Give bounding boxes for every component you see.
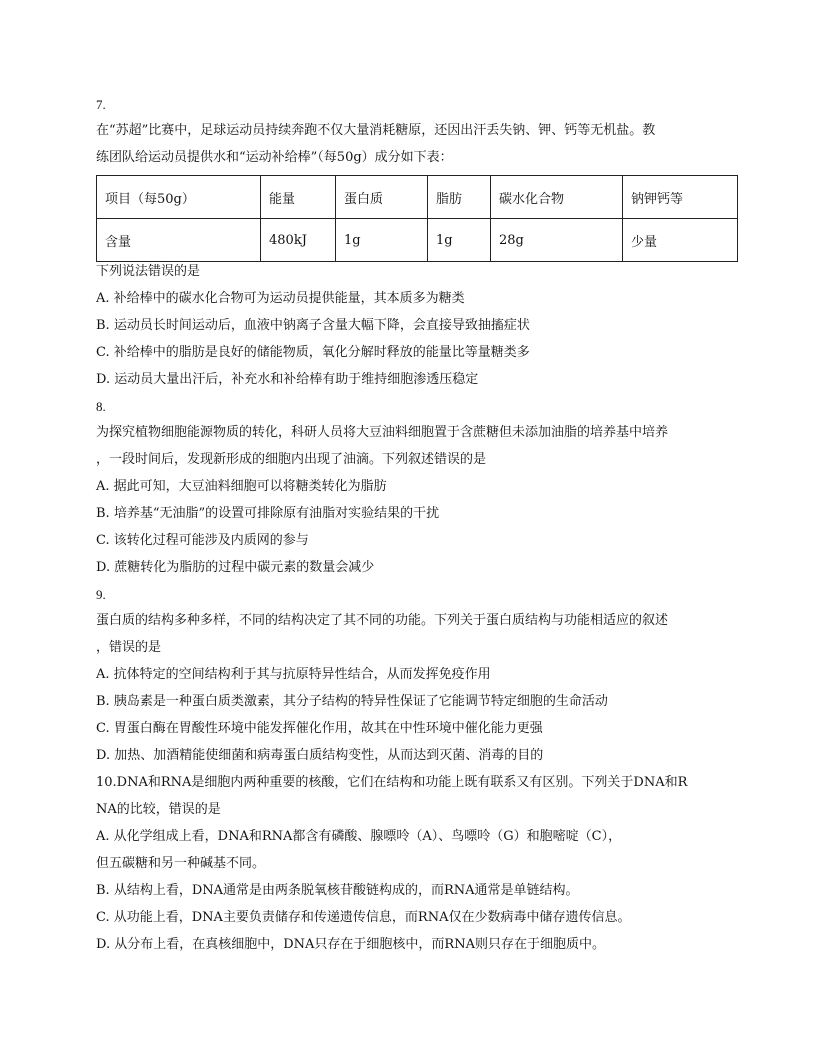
table-header-row xyxy=(97,176,738,219)
table-header-cell: 脂肪 xyxy=(428,176,491,219)
question-10-option-a-line-2: 但五碳糖和另一种碱基不同。 xyxy=(96,856,266,871)
table-header-cell: 钠钾钙等 xyxy=(623,176,738,219)
table-header-cell: 碳水化合物 xyxy=(491,176,623,219)
table-cell: 480kJ xyxy=(261,219,336,262)
question-8-stem-line-2: ，一段时间后，发现新形成的细胞内出现了油滴。下列叙述错误的是 xyxy=(96,452,487,467)
question-10-stem-line-1: 10.DNA和RNA是细胞内两种重要的核酸，它们在结构和功能上既有联系又有区别。下列关于DNA和R xyxy=(96,775,688,790)
table-cell: 含量 xyxy=(97,219,261,262)
question-8-option-d: D. 蔗糖转化为脂肪的过程中碳元素的数量会减少 xyxy=(96,560,375,575)
question-8-option-a: A. 据此可知，大豆油料细胞可以将糖类转化为脂肪 xyxy=(96,479,387,494)
nutrition-table xyxy=(96,175,738,262)
table-row xyxy=(97,219,738,262)
table-cell: 28g xyxy=(491,219,623,262)
question-7-option-c: C. 补给棒中的脂肪是良好的储能物质，氧化分解时释放的能量比等量糖类多 xyxy=(96,345,530,360)
question-7-option-d: D. 运动员大量出汗后，补充水和补给棒有助于维持细胞渗透压稳定 xyxy=(96,372,479,387)
question-9-number: 9. xyxy=(96,587,106,602)
question-10-option-d: D. 从分布上看，在真核细胞中，DNA只存在于细胞核中，而RNA则只存在于细胞质中。 xyxy=(96,937,605,952)
question-9-option-c: C. 胃蛋白酶在胃酸性环境中能发挥催化作用，故其在中性环境中催化能力更强 xyxy=(96,721,543,736)
question-7-number: 7. xyxy=(96,97,106,112)
question-7-prompt: 下列说法错误的是 xyxy=(96,264,201,279)
question-9-option-d: D. 加热、加酒精能使细菌和病毒蛋白质结构变性，从而达到灭菌、消毒的目的 xyxy=(96,748,544,763)
question-10-option-a-line-1: A. 从化学组成上看，DNA和RNA都含有磷酸、腺嘌呤（A）、鸟嘌呤（G）和胞嘧啶（C）， xyxy=(96,829,622,844)
question-9-stem-line-2: ，错误的是 xyxy=(96,640,162,655)
question-9-option-b: B. 胰岛素是一种蛋白质类激素，其分子结构的特异性保证了它能调节特定细胞的生命活动 xyxy=(96,694,608,709)
table-cell: 少量 xyxy=(623,219,738,262)
question-8-number: 8. xyxy=(96,399,106,414)
table-cell: 1g xyxy=(336,219,428,262)
question-10-option-b: B. 从结构上看，DNA通常是由两条脱氧核苷酸链构成的，而RNA通常是单链结构。 xyxy=(96,883,579,898)
question-7-option-b: B. 运动员长时间运动后，血液中钠离子含量大幅下降，会直接导致抽搐症状 xyxy=(96,318,530,333)
question-9-stem-line-1: 蛋白质的结构多种多样，不同的结构决定了其不同的功能。下列关于蛋白质结构与功能相适应的叙述 xyxy=(96,613,669,628)
table-header-cell: 能量 xyxy=(261,176,336,219)
question-9-option-a: A. 抗体特定的空间结构利于其与抗原特异性结合，从而发挥免疫作用 xyxy=(96,667,491,682)
question-8-option-b: B. 培养基“无油脂”的设置可排除原有油脂对实验结果的干扰 xyxy=(96,506,440,521)
question-7-stem-line-2: 练团队给运动员提供水和“运动补给棒”（每50g）成分如下表： xyxy=(96,150,453,165)
question-7-option-a: A. 补给棒中的碳水化合物可为运动员提供能量，其本质多为糖类 xyxy=(96,291,465,306)
table-header-cell: 项目（每50g） xyxy=(97,176,261,219)
table-header-cell: 蛋白质 xyxy=(336,176,428,219)
question-8-stem-line-1: 为探究植物细胞能源物质的转化，科研人员将大豆油料细胞置于含蔗糖但未添加油脂的培养基中培养 xyxy=(96,425,669,440)
question-10-option-c: C. 从功能上看，DNA主要负责储存和传递遗传信息，而RNA仅在少数病毒中储存遗传信息。 xyxy=(96,910,631,925)
table-cell: 1g xyxy=(428,219,491,262)
question-7-stem-line-1: 在“苏超”比赛中，足球运动员持续奔跑不仅大量消耗糖原，还因出汗丢失钠、钾、钙等无机盐。教 xyxy=(96,123,656,138)
question-8-option-c: C. 该转化过程可能涉及内质网的参与 xyxy=(96,533,309,548)
question-10-stem-line-2: NA的比较，错误的是 xyxy=(96,802,221,817)
